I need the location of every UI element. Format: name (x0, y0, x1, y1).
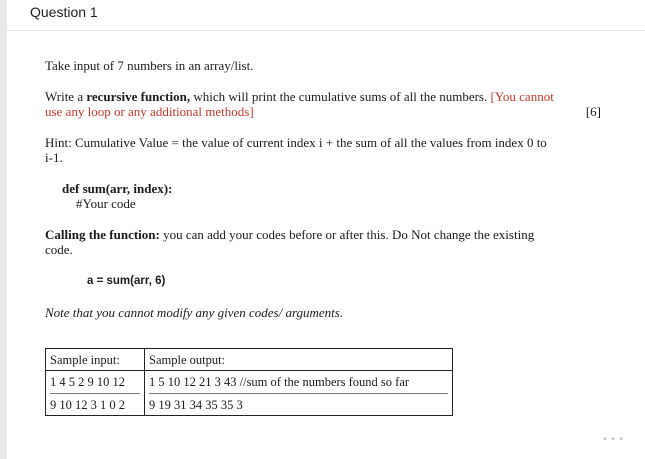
marks-label: [6] (585, 104, 601, 119)
task-input-line: Take input of 7 numbers in an array/list. (45, 58, 254, 73)
sample-input-cell: 1 4 5 2 9 10 12 9 10 12 3 1 0 2 (46, 371, 145, 416)
task-write-line-2 (45, 104, 605, 119)
sample-io-table (45, 348, 453, 416)
table-header-row (46, 349, 453, 371)
restriction-text-b: use any loop or any additional methods] (45, 104, 254, 119)
restriction-text-a: [You cannot (490, 89, 554, 104)
calling-line-2: code. (45, 242, 73, 257)
hint-line-1: Hint: Cumulative Value = the value of current index i + the sum of all the values from index 0 to (45, 135, 547, 150)
header-divider (7, 30, 645, 31)
code-block (62, 181, 605, 211)
sample-output-header: Sample output: (145, 349, 453, 371)
code-comment-line: #Your code (76, 196, 136, 211)
calling-line-1: Calling the function: you can add your codes before or after this. Do Not change the existing (45, 227, 535, 242)
left-margin-bar (0, 0, 7, 459)
recursive-function-text: recursive function, (86, 89, 191, 104)
task-write-line: Write a recursive function, which will print the cumulative sums of all the numbers. [You cannot (45, 89, 554, 104)
function-call-line: a = sum(arr, 6) (87, 275, 166, 287)
sample-input-header: Sample input: (46, 349, 145, 371)
code-def-line: def sum(arr, index): (62, 181, 173, 196)
scroll-indicator-dots: ••• (602, 435, 627, 445)
sample-output-cell: 1 5 10 12 21 3 43 //sum of the numbers found so far 9 19 31 34 35 35 3 (145, 371, 453, 416)
question-title: Question 1 (30, 4, 98, 20)
table-row (46, 371, 453, 416)
note-line: Note that you cannot modify any given codes/ arguments. (45, 305, 344, 320)
question-body (45, 58, 605, 320)
hint-line-2: i-1. (45, 150, 63, 165)
cell-divider (50, 393, 140, 394)
cell-divider (149, 393, 448, 394)
